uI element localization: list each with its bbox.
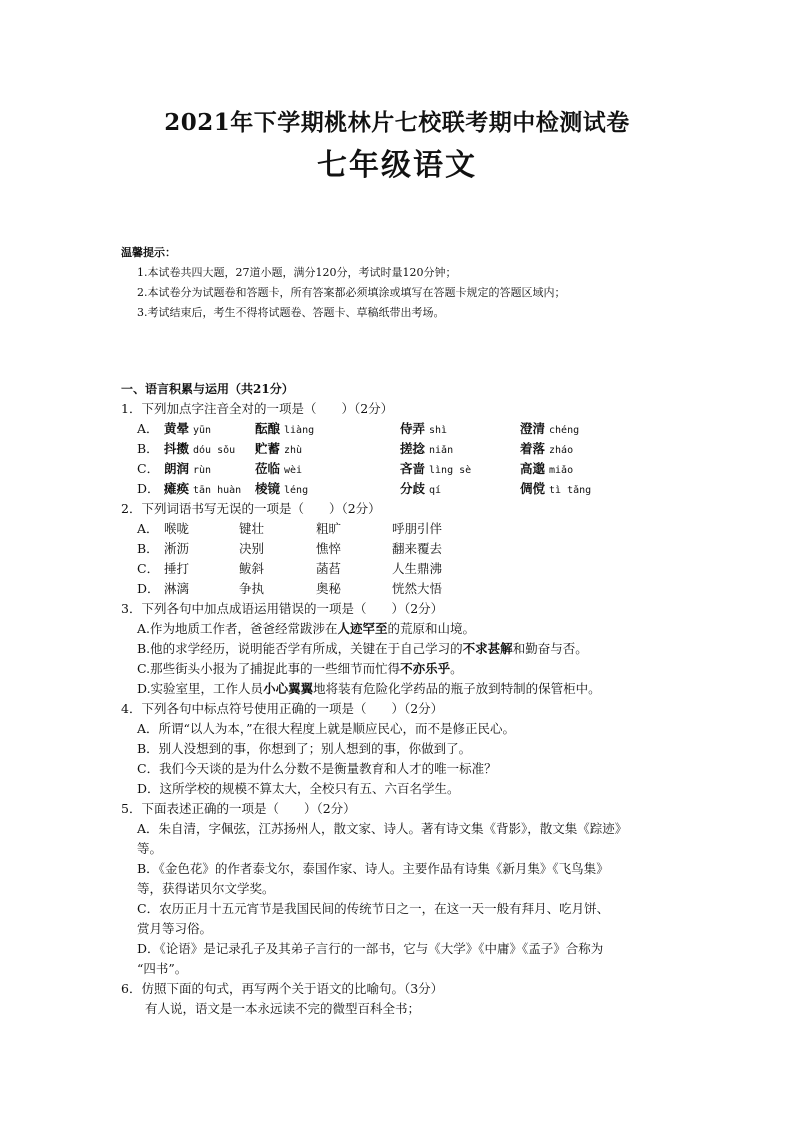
question-3-option-c: C.那些街头小报为了捕捉此事的一些细节而忙得不亦乐乎。 bbox=[137, 661, 463, 676]
word-item: 鲅斜 bbox=[239, 561, 265, 576]
pinyin: rùn bbox=[193, 465, 212, 476]
word: 黄晕 bbox=[164, 421, 190, 436]
pinyin: zhù bbox=[284, 445, 303, 456]
question-6-stem: 6．仿照下面的句式，再写两个关于语文的比喻句。（3分） bbox=[121, 981, 444, 996]
word: 分歧 bbox=[400, 481, 426, 496]
pinyin-item bbox=[520, 459, 573, 477]
word: 瘫痪 bbox=[164, 481, 190, 496]
question-4-option-c: C．我们今天谈的是为什么分数不是衡量教育和人才的唯一标准？ bbox=[137, 761, 497, 776]
word: 贮蓄 bbox=[255, 441, 281, 456]
pinyin: niǎn bbox=[429, 445, 454, 456]
tips-heading: 温馨提示： bbox=[121, 246, 176, 259]
pinyin: léng bbox=[284, 485, 309, 496]
word-item: 喉咙 bbox=[164, 521, 190, 536]
question-3-option-a: A.作为地质工作者，爸爸经常跋涉在人迹罕至的荒原和山境。 bbox=[137, 621, 476, 636]
word: 酝酿 bbox=[255, 421, 281, 436]
word: 侍弄 bbox=[400, 421, 426, 436]
word-item: 决别 bbox=[239, 541, 265, 556]
word: 朗润 bbox=[164, 461, 190, 476]
word-item: 呼朋引伴 bbox=[392, 521, 443, 536]
word-item: 淅沥 bbox=[164, 541, 190, 556]
question-5-option-b-cont: 等，获得诺贝尔文学奖。 bbox=[137, 881, 275, 896]
word-item: 粗旷 bbox=[316, 521, 342, 536]
pinyin-item bbox=[164, 439, 235, 457]
pinyin-item bbox=[255, 419, 314, 437]
question-1-stem: 1．下列加点字注音全对的一项是（ ）（2分） bbox=[121, 401, 394, 416]
pinyin: tān huàn bbox=[193, 485, 242, 496]
pinyin: qí bbox=[429, 485, 442, 496]
word-item: 人生鼎沸 bbox=[392, 561, 443, 576]
pinyin: shì bbox=[429, 425, 448, 436]
question-3-option-b: B.他的求学经历，说明能否学有所成，关键在于自己学习的不求甚解和勤奋与否。 bbox=[137, 641, 588, 656]
pinyin: lìng sè bbox=[429, 465, 472, 476]
option-label: C． bbox=[137, 461, 160, 476]
question-5-option-d: D．《论语》是记录孔子及其弟子言行的一部书，它与《大学》《中庸》《孟子》合称为 bbox=[137, 941, 604, 956]
option-label: C． bbox=[137, 561, 160, 576]
question-5-stem: 5．下面表述正确的一项是（ ）（2分） bbox=[121, 801, 356, 816]
word-item: 菡萏 bbox=[316, 561, 342, 576]
exam-title: 2021年下学期桃林片七校联考期中检测试卷 bbox=[164, 109, 630, 136]
question-6-example: 有人说，语文是一本永远读不完的微型百科全书； bbox=[145, 1001, 421, 1016]
question-4-option-d: D．这所学校的规模不算太大，全校只有五、六百名学生。 bbox=[137, 781, 460, 796]
pinyin-item bbox=[255, 439, 302, 457]
option-label: A． bbox=[137, 421, 159, 436]
word: 高邈 bbox=[520, 461, 546, 476]
question-5-option-b: B．《金色花》的作者泰戈尔，泰国作家、诗人。主要作品有诗集《新月集》《飞鸟集》 bbox=[137, 861, 609, 876]
option-label: A． bbox=[137, 521, 159, 536]
word: 吝啬 bbox=[400, 461, 426, 476]
word: 抖擞 bbox=[164, 441, 190, 456]
tip-item: 3.考试结束后，考生不得将试题卷、答题卡、草稿纸带出考场。 bbox=[137, 306, 445, 319]
question-3-stem: 3．下列各句中加点成语运用错误的一项是（ ）（2分） bbox=[121, 601, 444, 616]
word: 倜傥 bbox=[520, 481, 546, 496]
word: 棱镜 bbox=[255, 481, 281, 496]
option-label: B． bbox=[137, 541, 159, 556]
exam-subtitle: 七年级语文 bbox=[317, 148, 477, 183]
pinyin-item bbox=[520, 479, 591, 497]
pinyin: dóu sǒu bbox=[193, 445, 236, 456]
question-4-stem: 4．下列各句中标点符号使用正确的一项是（ ）（2分） bbox=[121, 701, 444, 716]
word-item: 键壮 bbox=[239, 521, 265, 536]
word-item: 淋漓 bbox=[164, 581, 190, 596]
question-4-option-b: B．别人没想到的事，你想到了；别人想到的事，你做到了。 bbox=[137, 741, 472, 756]
pinyin: liàng bbox=[284, 425, 315, 436]
pinyin-item bbox=[520, 419, 579, 437]
pinyin-item bbox=[400, 439, 453, 457]
word-item: 奥秘 bbox=[316, 581, 342, 596]
word-item: 捶打 bbox=[164, 561, 190, 576]
word: 搓捻 bbox=[400, 441, 426, 456]
pinyin: tì tǎng bbox=[549, 485, 592, 496]
word: 莅临 bbox=[255, 461, 281, 476]
question-3-option-d: D.实验室里，工作人员小心翼翼地将装有危险化学药品的瓶子放到特制的保管柜中。 bbox=[137, 681, 601, 696]
question-5-option-c-cont: 赏月等习俗。 bbox=[137, 921, 213, 936]
pinyin: yūn bbox=[193, 425, 212, 436]
word-item: 恍然大悟 bbox=[392, 581, 443, 596]
section-heading: 一、语言积累与运用（共21分） bbox=[121, 382, 294, 396]
pinyin-item bbox=[255, 459, 302, 477]
word: 着落 bbox=[520, 441, 546, 456]
tip-item: 2.本试卷分为试题卷和答题卡，所有答案都必须填涂或填写在答题卡规定的答题区域内； bbox=[137, 286, 566, 299]
question-5-option-c: C．农历正月十五元宵节是我国民间的传统节日之一，在这一天一般有拜月、吃月饼、 bbox=[137, 901, 610, 916]
pinyin-item bbox=[520, 439, 573, 457]
pinyin-item bbox=[164, 479, 241, 497]
question-4-option-a: A．所谓“以人为本，”在很大程度上就是顺应民心，而不是修正民心。 bbox=[137, 721, 516, 736]
pinyin-item bbox=[400, 479, 441, 497]
option-label: D． bbox=[137, 581, 160, 596]
word-item: 翻来覆去 bbox=[392, 541, 443, 556]
pinyin: wèi bbox=[284, 465, 303, 476]
pinyin-item bbox=[400, 419, 447, 437]
question-5-option-d-cont: “四书”。 bbox=[137, 961, 188, 976]
pinyin-item bbox=[164, 419, 211, 437]
pinyin: miǎo bbox=[549, 465, 574, 476]
word-item: 争执 bbox=[239, 581, 265, 596]
pinyin-item bbox=[164, 459, 211, 477]
pinyin-item bbox=[400, 459, 471, 477]
pinyin: zháo bbox=[549, 445, 574, 456]
word-item: 憔悴 bbox=[316, 541, 342, 556]
option-label: D． bbox=[137, 481, 160, 496]
pinyin-item bbox=[255, 479, 308, 497]
pinyin: chéng bbox=[549, 425, 580, 436]
question-5-option-a: A．朱自清，字佩弦，江苏扬州人，散文家、诗人。著有诗文集《背影》，散文集《踪迹》 bbox=[137, 821, 628, 836]
option-label: B． bbox=[137, 441, 159, 456]
word: 澄清 bbox=[520, 421, 546, 436]
question-5-option-a-cont: 等。 bbox=[137, 841, 163, 856]
tip-item: 1.本试卷共四大题，27道小题，满分120分，考试时量120分钟； bbox=[137, 266, 457, 279]
question-2-stem: 2．下列词语书写无误的一项是（ ）（2分） bbox=[121, 501, 381, 516]
